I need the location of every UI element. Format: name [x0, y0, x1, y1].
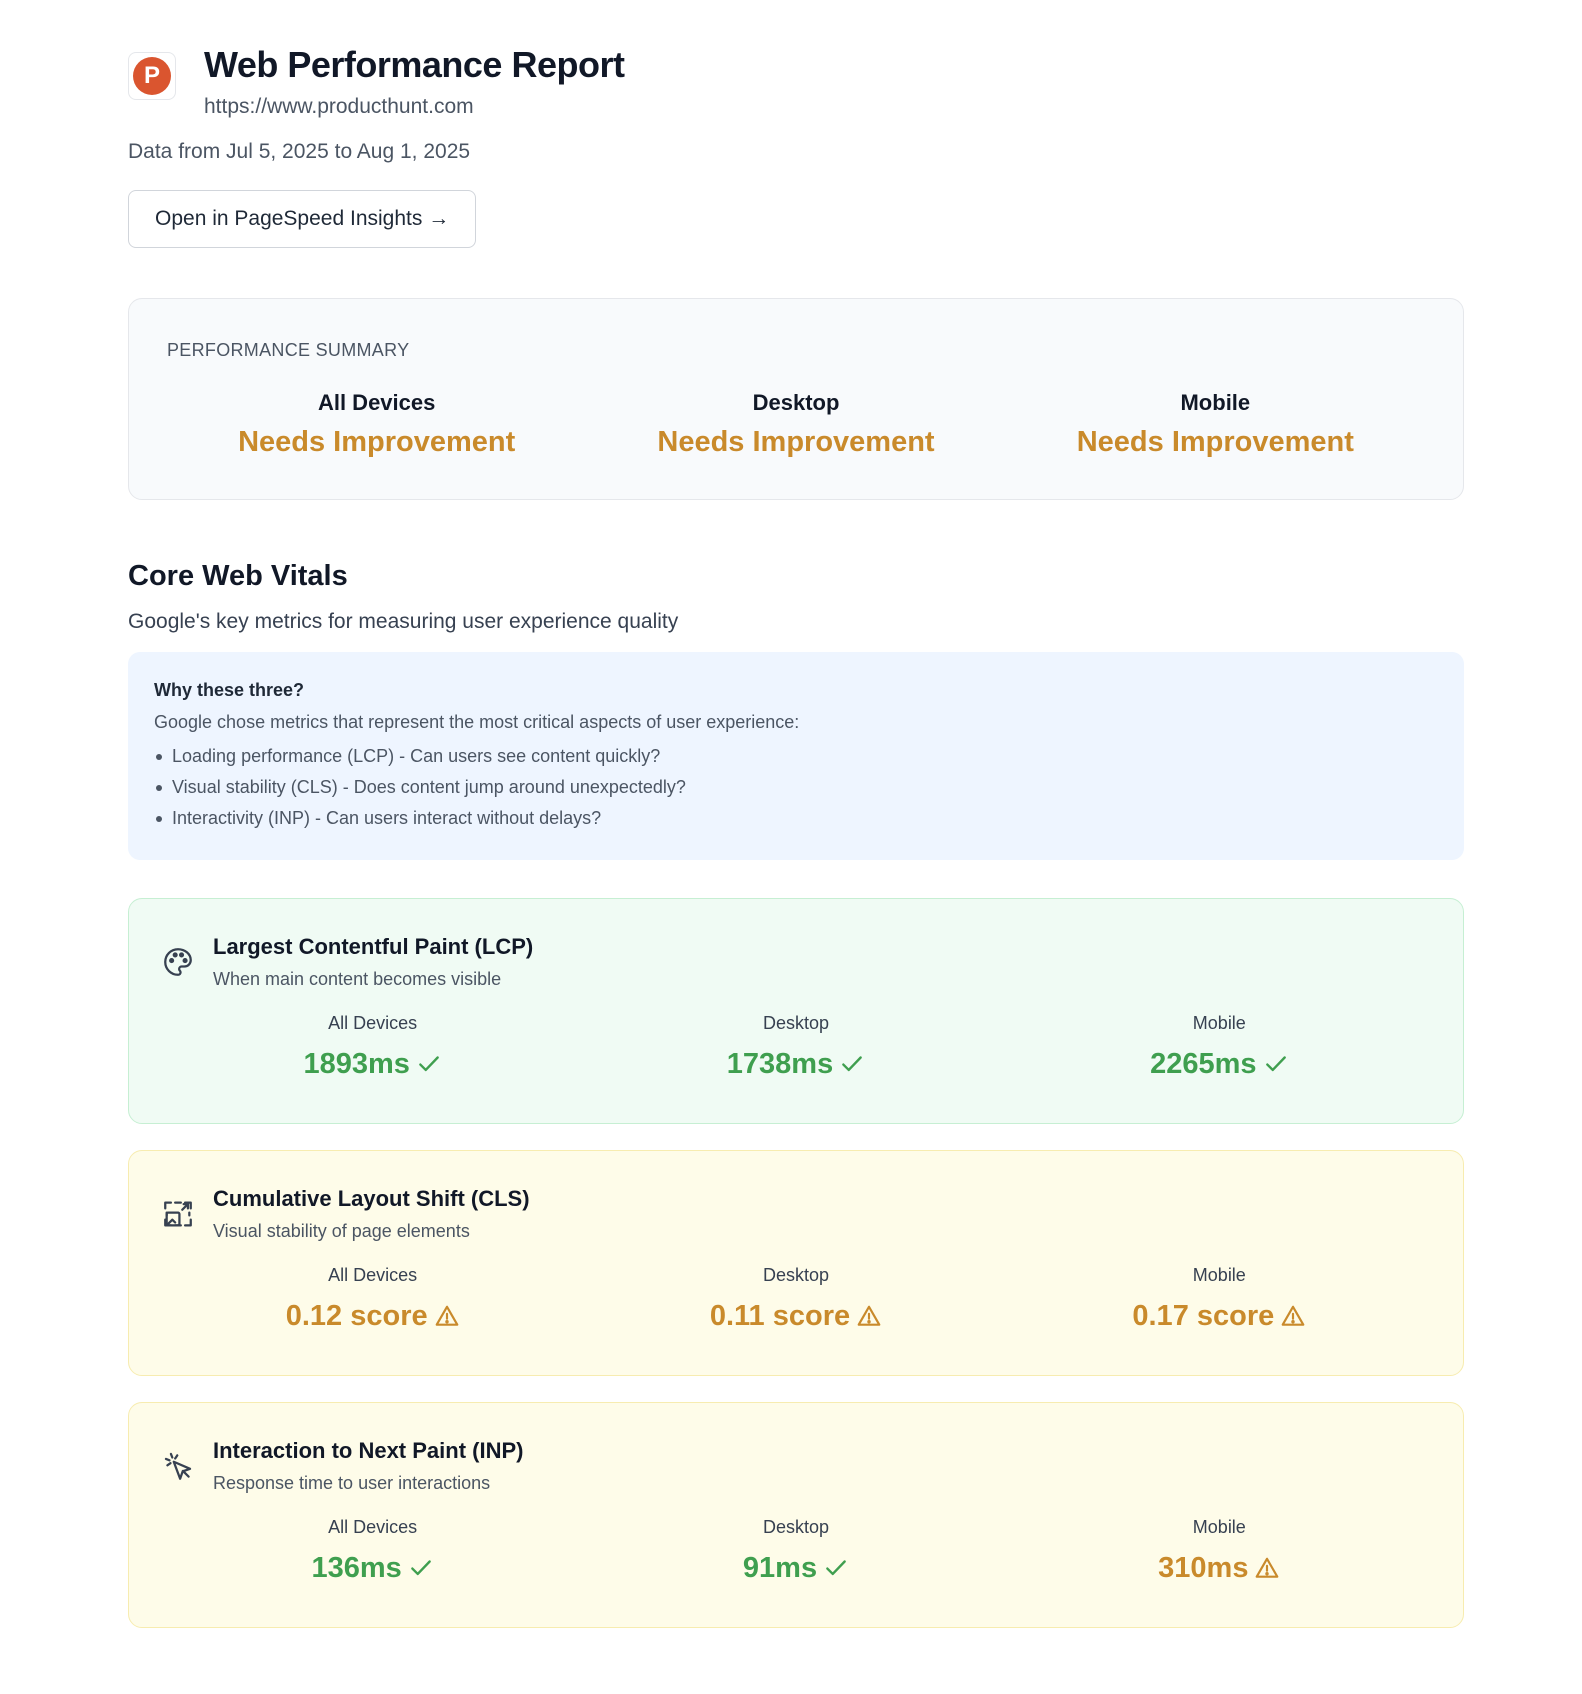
list-item: Visual stability (CLS) - Does content jump around unexpectedly?: [154, 775, 1438, 799]
why-title: Why these three?: [154, 680, 305, 700]
summary-label: PERFORMANCE SUMMARY: [167, 340, 410, 360]
metric-value: [727, 1047, 865, 1081]
metric-description: Response time to user interactions: [213, 1473, 491, 1493]
metric-title: Largest Contentful Paint (LCP): [213, 934, 534, 959]
metric-device-label: Mobile: [1192, 1517, 1246, 1537]
metric-device-label: All Devices: [328, 1265, 418, 1285]
check-icon: [839, 1051, 865, 1077]
metric-device-label: Mobile: [1192, 1013, 1246, 1033]
report-header: [128, 42, 1464, 120]
metric-device-label: Desktop: [762, 1265, 830, 1285]
producthunt-logo-icon: P: [133, 57, 171, 95]
metric-description: When main content becomes visible: [213, 969, 502, 989]
metric-device-label: Desktop: [762, 1013, 830, 1033]
report-page: [128, 0, 1464, 1628]
header-text: [204, 42, 624, 120]
metric-value: [743, 1551, 849, 1585]
check-icon: [416, 1051, 442, 1077]
metric-value-text: 0.12 score: [285, 1300, 428, 1332]
metric-mobile: [1008, 1263, 1431, 1333]
metric-titles: [213, 1185, 530, 1243]
metric-card-cls: [128, 1150, 1464, 1376]
metric-desktop: [584, 1263, 1007, 1333]
summary-status: Needs Improvement: [1076, 426, 1354, 458]
page-title: Web Performance Report: [204, 44, 625, 85]
date-range: Data from Jul 5, 2025 to Aug 1, 2025: [128, 140, 471, 163]
summary-device-label: Desktop: [752, 390, 840, 415]
metric-value-text: 1738ms: [726, 1048, 834, 1080]
metric-device-label: All Devices: [328, 1013, 418, 1033]
list-item: Loading performance (LCP) - Can users see content quickly?: [154, 744, 1438, 768]
summary-device-label: All Devices: [317, 390, 436, 415]
metric-value: [710, 1299, 882, 1333]
check-icon: [823, 1555, 849, 1581]
warning-icon: [1280, 1303, 1306, 1329]
metric-description: Visual stability of page elements: [213, 1221, 470, 1241]
metric-header: [161, 933, 1463, 991]
metric-mobile: [1008, 1515, 1431, 1585]
metric-all-devices: [161, 1011, 584, 1081]
metric-value-text: 1893ms: [303, 1048, 410, 1080]
why-these-three-box: [128, 652, 1464, 860]
metric-titles: [213, 1437, 523, 1495]
metric-header: [161, 1185, 1463, 1243]
metric-title: Interaction to Next Paint (INP): [213, 1438, 524, 1463]
summary-status: Needs Improvement: [657, 426, 935, 458]
site-logo: [128, 52, 176, 100]
summary-columns: [167, 389, 1425, 459]
metric-value-text: 2265ms: [1150, 1048, 1257, 1080]
metric-device-label: All Devices: [328, 1517, 418, 1537]
metric-value: [312, 1551, 434, 1585]
warning-icon: [856, 1303, 882, 1329]
core-web-vitals-subheading: Google's key metrics for measuring user experience quality: [128, 610, 679, 633]
metric-card-inp: [128, 1402, 1464, 1628]
summary-device-label: Mobile: [1180, 390, 1251, 415]
metric-value-text: 136ms: [311, 1552, 402, 1584]
metric-titles: [213, 933, 533, 991]
summary-status: Needs Improvement: [238, 426, 516, 458]
metric-desktop: [584, 1011, 1007, 1081]
metric-value: [303, 1047, 441, 1081]
why-list: [154, 744, 1438, 830]
summary-mobile: [1006, 389, 1425, 459]
metric-values: [161, 1263, 1463, 1333]
metric-value: [1132, 1299, 1306, 1333]
check-icon: [1263, 1051, 1289, 1077]
pointer-click-icon: [161, 1449, 195, 1483]
metric-title: Cumulative Layout Shift (CLS): [213, 1186, 530, 1211]
check-icon: [408, 1555, 434, 1581]
metric-all-devices: [161, 1263, 584, 1333]
palette-icon: [161, 945, 195, 979]
metric-card-lcp: [128, 898, 1464, 1124]
core-web-vitals-heading: Core Web Vitals: [128, 560, 348, 592]
metric-value-text: 310ms: [1158, 1552, 1249, 1584]
why-description: Google chose metrics that represent the most critical aspects of user experience:: [154, 712, 800, 732]
list-item: Interactivity (INP) - Can users interact without delays?: [154, 806, 1438, 830]
open-pagespeed-button[interactable]: Open in PageSpeed Insights →: [128, 190, 476, 248]
metric-header: [161, 1437, 1463, 1495]
metric-value-text: 0.17 score: [1132, 1300, 1275, 1332]
metric-value: [286, 1299, 460, 1333]
warning-icon: [434, 1303, 460, 1329]
layout-shift-icon: [161, 1197, 195, 1231]
metric-desktop: [584, 1515, 1007, 1585]
metric-value: [1150, 1047, 1288, 1081]
metric-values: [161, 1515, 1463, 1585]
metric-value-text: 91ms: [742, 1552, 818, 1584]
summary-desktop: [586, 389, 1005, 459]
metric-all-devices: [161, 1515, 584, 1585]
metric-device-label: Mobile: [1192, 1265, 1246, 1285]
metric-value: [1158, 1551, 1280, 1585]
metric-device-label: Desktop: [762, 1517, 830, 1537]
summary-all-devices: [167, 389, 586, 459]
warning-icon: [1254, 1555, 1280, 1581]
metric-mobile: [1008, 1011, 1431, 1081]
performance-summary: [128, 298, 1464, 500]
metric-values: [161, 1011, 1463, 1081]
site-url: https://www.producthunt.com: [204, 95, 474, 118]
metric-value-text: 0.11 score: [709, 1300, 851, 1332]
